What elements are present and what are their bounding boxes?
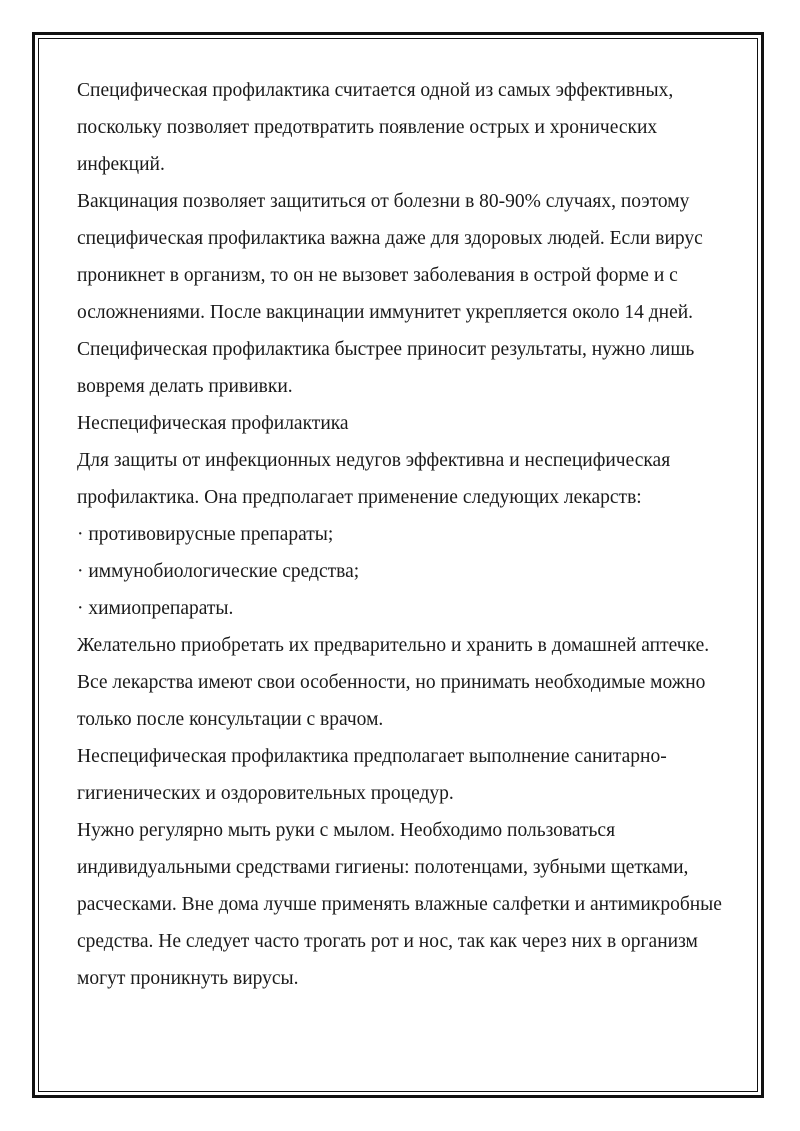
paragraph-home-kit: Желательно приобретать их предварительно и хранить в домашней аптечке. Все лекарства имеют свои особенности, но принимать необходимые можно только после консультации с врачом.: [77, 635, 710, 730]
section-heading-nonspecific: Неспецифическая профилактика: [77, 413, 349, 434]
paragraph-hygiene: Нужно регулярно мыть руки с мылом. Необходимо пользоваться индивидуальными средствами гигиены: полотенцами, зубными щетками, расческами. Вне дома лучше применять влажные салфетки и антимикробные средства. Не следует часто трогать рот и нос, так как через них в организм могут проникнуть вирусы.: [77, 820, 722, 989]
document-body: [77, 72, 737, 997]
paragraph-sanitary: Неспецифическая профилактика предполагает выполнение санитарно-гигиенических и оздоровительных процедур.: [77, 746, 667, 804]
list-item-antiviral: · противовирусные препараты;: [77, 524, 334, 545]
paragraph-vaccination: Вакцинация позволяет защититься от болезни в 80-90% случаях, поэтому специфическая профилактика важна даже для здоровых людей. Если вирус проникнет в организм, то он не вызовет заболевания в острой форме и с осложнениями. После вакцинации иммунитет укрепляется около 14 дней. Специфическая профилактика быстрее приносит результаты, нужно лишь вовремя делать прививки.: [77, 191, 703, 397]
list-item-chemo: · химиопрепараты.: [77, 598, 234, 619]
paragraph-nonspecific-intro: Для защиты от инфекционных недугов эффективна и неспецифическая профилактика. Она предполагает применение следующих лекарств:: [77, 450, 671, 508]
paragraph-specific-prophylaxis: Специфическая профилактика считается одной из самых эффективных, поскольку позволяет предотвратить появление острых и хронических инфекций.: [77, 80, 674, 175]
list-item-immunobiological: · иммунобиологические средства;: [77, 561, 360, 582]
